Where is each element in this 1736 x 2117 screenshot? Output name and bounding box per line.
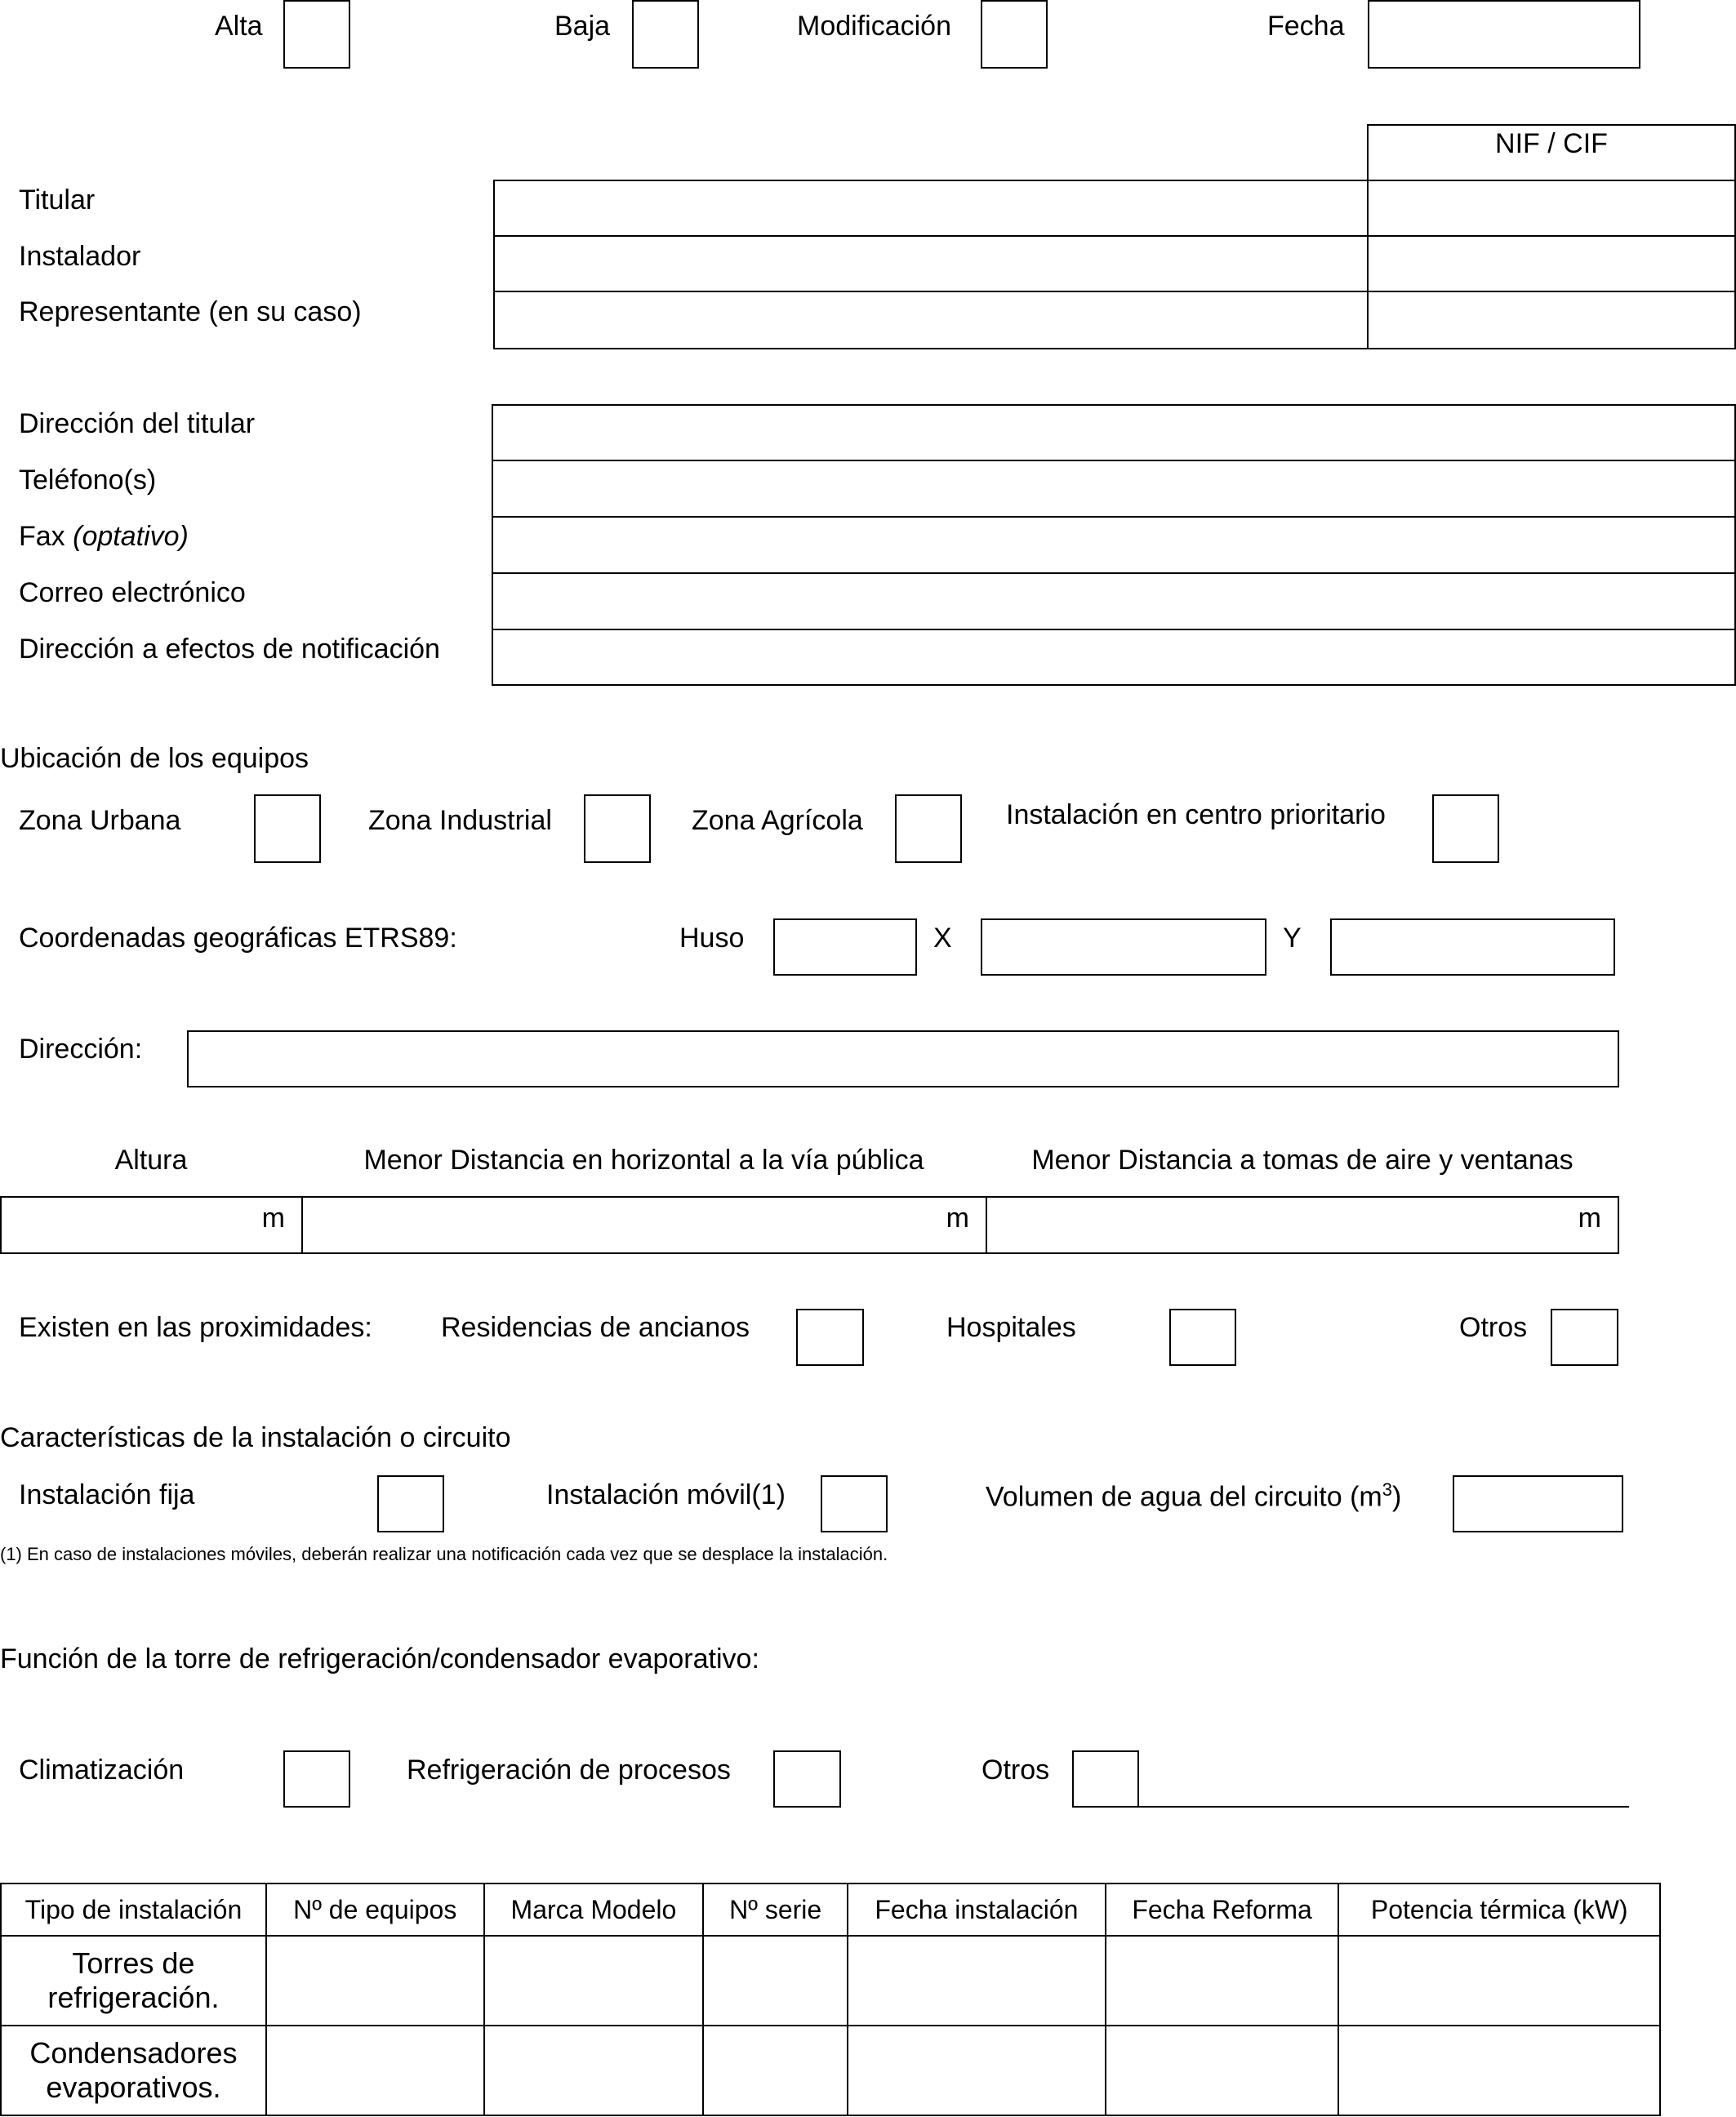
via-publica-unit: m bbox=[946, 1203, 969, 1234]
direccion-field[interactable] bbox=[187, 1030, 1619, 1087]
hospitales-label: Hospitales bbox=[946, 1312, 1076, 1343]
tomas-aire-label: Menor Distancia a tomas de aire y ventanas bbox=[1031, 1145, 1574, 1176]
tomas-aire-unit: m bbox=[1578, 1203, 1601, 1234]
fax-label: Fax (optativo) bbox=[19, 521, 189, 552]
volumen-label: Volumen de agua del circuito $(m^3)$ bbox=[986, 1479, 1402, 1513]
titular-name-field[interactable] bbox=[493, 180, 1369, 237]
potencia-cell[interactable] bbox=[1338, 2026, 1660, 2115]
col-fecha-reforma-header: Fecha Reforma bbox=[1106, 1884, 1339, 1936]
residencias-checkbox[interactable] bbox=[796, 1309, 864, 1366]
col-potencia-header: Potencia térmica (kW) bbox=[1338, 1884, 1660, 1936]
zona-industrial-checkbox[interactable] bbox=[584, 794, 651, 863]
x-coordinate-field[interactable] bbox=[981, 918, 1266, 976]
row-tipo-cell: Condensadores evaporativos. bbox=[1, 2026, 266, 2115]
representante-nif-field[interactable] bbox=[1367, 291, 1736, 349]
instalacion-fija-label: Instalación fija bbox=[19, 1479, 195, 1510]
row-tipo-cell: Torres de refrigeración. bbox=[1, 1936, 266, 2026]
col-tipo-header: Tipo de instalación bbox=[1, 1884, 266, 1936]
via-publica-field[interactable] bbox=[301, 1196, 987, 1254]
fecha-field[interactable] bbox=[1368, 0, 1640, 69]
procesos-checkbox[interactable] bbox=[773, 1750, 841, 1808]
fecha-label: Fecha bbox=[1267, 11, 1345, 42]
instalador-name-field[interactable] bbox=[493, 235, 1369, 292]
otros-proximidades-checkbox[interactable] bbox=[1551, 1309, 1618, 1366]
x-label: X bbox=[933, 923, 952, 954]
zona-agricola-label: Zona Agrícola bbox=[692, 805, 863, 836]
direccion-label: Dirección: bbox=[19, 1034, 143, 1065]
representante-name-field[interactable] bbox=[493, 291, 1369, 349]
centro-prioritario-checkbox[interactable] bbox=[1432, 794, 1499, 863]
direccion-titular-label: Dirección del titular bbox=[19, 408, 256, 439]
tomas-aire-field[interactable] bbox=[986, 1196, 1619, 1254]
instalador-label: Instalador bbox=[19, 241, 141, 272]
alta-label: Alta bbox=[215, 11, 263, 42]
modificacion-checkbox[interactable] bbox=[981, 0, 1048, 69]
titular-label: Titular bbox=[19, 185, 96, 216]
n-serie-cell[interactable] bbox=[703, 1936, 848, 2026]
volumen-field[interactable] bbox=[1453, 1475, 1623, 1532]
fecha-reforma-cell[interactable] bbox=[1106, 1936, 1339, 2026]
via-publica-label: Menor Distancia en horizontal a la vía pública bbox=[363, 1145, 924, 1176]
huso-field[interactable] bbox=[773, 918, 917, 976]
coordenadas-label: Coordenadas geográficas ETRS89: bbox=[19, 923, 457, 954]
equipment-table bbox=[0, 1883, 1661, 2116]
telefonos-field[interactable] bbox=[492, 460, 1736, 518]
instalacion-fija-checkbox[interactable] bbox=[377, 1475, 444, 1532]
y-coordinate-field[interactable] bbox=[1330, 918, 1615, 976]
col-n-equipos-header: Nº de equipos bbox=[266, 1884, 484, 1936]
baja-checkbox[interactable] bbox=[632, 0, 699, 69]
funcion-heading: Función de la torre de refrigeración/condensador evaporativo: bbox=[0, 1643, 759, 1674]
huso-label: Huso bbox=[679, 923, 745, 954]
modificacion-label: Modificación bbox=[797, 11, 951, 42]
potencia-cell[interactable] bbox=[1338, 1936, 1660, 2026]
instalacion-movil-checkbox[interactable] bbox=[821, 1475, 888, 1532]
fecha-instalacion-cell[interactable] bbox=[848, 1936, 1106, 2026]
col-fecha-instalacion-header: Fecha instalación bbox=[848, 1884, 1106, 1936]
fecha-reforma-cell[interactable] bbox=[1106, 2026, 1339, 2115]
col-n-serie-header: Nº serie bbox=[703, 1884, 848, 1936]
correo-field[interactable] bbox=[492, 572, 1736, 630]
representante-label: Representante (en su caso) bbox=[19, 296, 362, 327]
marca-modelo-cell[interactable] bbox=[484, 2026, 704, 2115]
instalacion-movil-label: Instalación móvil(1) bbox=[546, 1479, 786, 1510]
procesos-label: Refrigeración de procesos bbox=[407, 1755, 731, 1786]
zona-industrial-label: Zona Industrial bbox=[368, 805, 552, 836]
col-marca-modelo-header: Marca Modelo bbox=[484, 1884, 704, 1936]
fax-field[interactable] bbox=[492, 516, 1736, 574]
n-equipos-cell[interactable] bbox=[266, 1936, 484, 2026]
otros-proximidades-label: Otros bbox=[1459, 1312, 1528, 1343]
n-equipos-cell[interactable] bbox=[266, 2026, 484, 2115]
n-serie-cell[interactable] bbox=[703, 2026, 848, 2115]
altura-unit: m bbox=[261, 1203, 285, 1234]
direccion-notificacion-field[interactable] bbox=[492, 629, 1736, 686]
zona-urbana-checkbox[interactable] bbox=[254, 794, 321, 863]
zona-agricola-checkbox[interactable] bbox=[895, 794, 962, 863]
marca-modelo-cell[interactable] bbox=[484, 1936, 704, 2026]
footnote: (1) En caso de instalaciones móviles, deberán realizar una notificación cada vez que se desplace la instalación. bbox=[0, 1544, 888, 1564]
otros-funcion-label: Otros bbox=[982, 1755, 1050, 1786]
nif-cif-label: NIF / CIF bbox=[1495, 128, 1608, 159]
table-row bbox=[1, 1936, 1660, 2026]
otros-funcion-checkbox[interactable] bbox=[1072, 1750, 1139, 1808]
baja-label: Baja bbox=[554, 11, 611, 42]
nif-cif-header bbox=[1367, 124, 1736, 181]
otros-funcion-line[interactable] bbox=[1139, 1806, 1629, 1808]
direccion-titular-field[interactable] bbox=[492, 404, 1736, 461]
y-label: Y bbox=[1283, 923, 1302, 954]
altura-field[interactable] bbox=[0, 1196, 303, 1254]
instalador-nif-field[interactable] bbox=[1367, 235, 1736, 292]
hospitales-checkbox[interactable] bbox=[1169, 1309, 1236, 1366]
proximidades-label: Existen en las proximidades: bbox=[19, 1312, 372, 1343]
table-row bbox=[1, 2026, 1660, 2115]
fecha-instalacion-cell[interactable] bbox=[848, 2026, 1106, 2115]
centro-prioritario-label: Instalación en centro prioritario bbox=[1006, 799, 1386, 830]
direccion-notificacion-label: Dirección a efectos de notificación bbox=[19, 634, 440, 665]
residencias-label: Residencias de ancianos bbox=[441, 1312, 750, 1343]
climatizacion-label: Climatización bbox=[19, 1755, 185, 1786]
zona-urbana-label: Zona Urbana bbox=[19, 805, 181, 836]
correo-label: Correo electrónico bbox=[19, 577, 246, 608]
titular-nif-field[interactable] bbox=[1367, 180, 1736, 237]
telefonos-label: Teléfono(s) bbox=[19, 465, 157, 496]
alta-checkbox[interactable] bbox=[283, 0, 350, 69]
altura-label: Altura bbox=[114, 1145, 188, 1176]
ubicacion-heading: Ubicación de los equipos bbox=[0, 743, 309, 774]
table-header-row bbox=[1, 1884, 1660, 1936]
climatizacion-checkbox[interactable] bbox=[283, 1750, 350, 1808]
caracteristicas-heading: Características de la instalación o circuito bbox=[0, 1422, 511, 1453]
